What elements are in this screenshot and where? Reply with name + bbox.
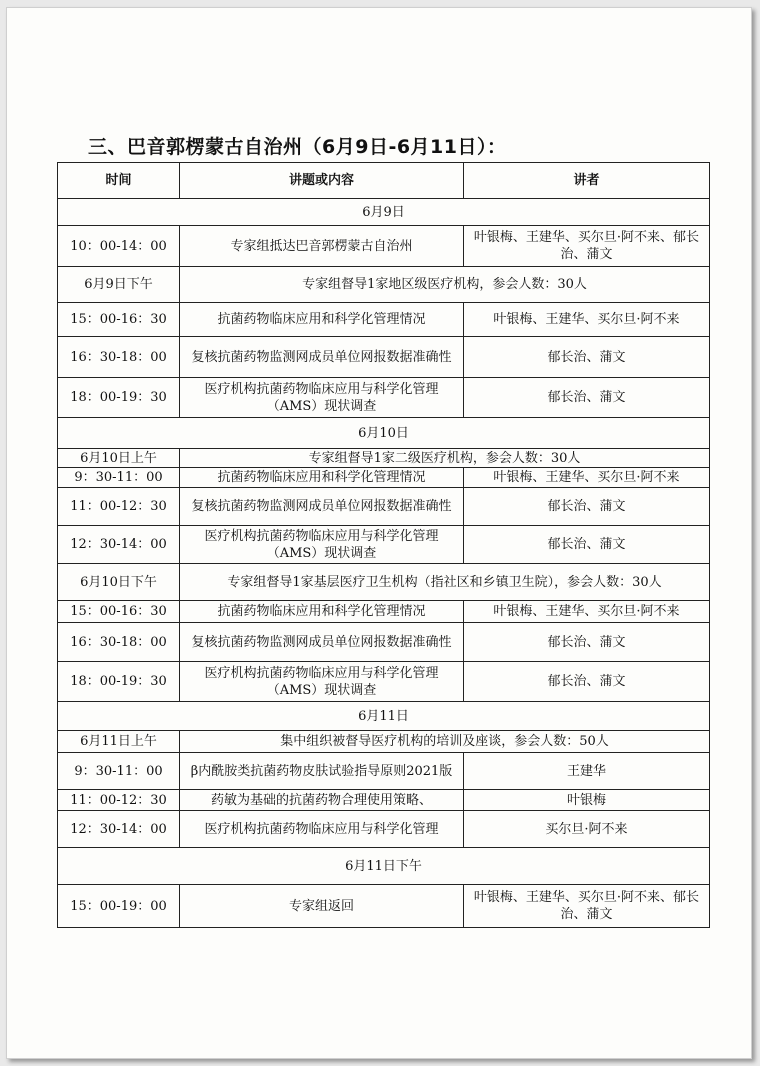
time-cell: 12：30-14：00 <box>58 811 180 848</box>
topic-cell: 复核抗菌药物监测网成员单位网报数据准确性 <box>180 623 464 662</box>
speaker-cell: 叶银梅、王建华、买尔旦·阿不来、郁长治、蒲文 <box>464 226 710 267</box>
day-row <box>58 848 710 885</box>
table-row <box>58 623 710 662</box>
table-row <box>58 378 710 418</box>
speaker-cell: 郁长治、蒲文 <box>464 526 710 564</box>
session-time-cell: 6月10日下午 <box>58 564 180 601</box>
speaker-cell: 郁长治、蒲文 <box>464 337 710 378</box>
table-row <box>58 488 710 526</box>
day-row <box>58 199 710 226</box>
session-time-cell: 6月10日上午 <box>58 449 180 468</box>
section-heading: 三、巴音郭楞蒙古自治州（6月9日-6月11日）： <box>88 136 507 158</box>
time-cell: 11：00-12：30 <box>58 790 180 811</box>
speaker-cell: 买尔旦·阿不来 <box>464 811 710 848</box>
table-row <box>58 337 710 378</box>
topic-cell: 医疗机构抗菌药物临床应用与科学化管理（AMS）现状调查 <box>180 378 464 418</box>
table-row <box>58 303 710 337</box>
table-row <box>58 526 710 564</box>
time-cell: 18：00-19：30 <box>58 662 180 702</box>
speaker-column-header: 讲者 <box>464 163 710 199</box>
table-row <box>58 601 710 623</box>
time-cell: 15：00-19：00 <box>58 885 180 928</box>
topic-cell: 医疗机构抗菌药物临床应用与科学化管理 <box>180 811 464 848</box>
topic-cell: 专家组返回 <box>180 885 464 928</box>
session-row <box>58 564 710 601</box>
time-column-header: 时间 <box>58 163 180 199</box>
topic-cell: β内酰胺类抗菌药物皮肤试验指导原则2021版 <box>180 753 464 790</box>
speaker-cell: 郁长治、蒲文 <box>464 623 710 662</box>
time-cell: 16：30-18：00 <box>58 623 180 662</box>
speaker-cell: 郁长治、蒲文 <box>464 488 710 526</box>
topic-cell: 复核抗菌药物监测网成员单位网报数据准确性 <box>180 488 464 526</box>
session-description: 专家组督导1家二级医疗机构，参会人数：30人 <box>180 449 710 468</box>
topic-column-header: 讲题或内容 <box>180 163 464 199</box>
topic-cell: 抗菌药物临床应用和科学化管理情况 <box>180 468 464 488</box>
speaker-cell: 叶银梅、王建华、买尔旦·阿不来 <box>464 601 710 623</box>
time-cell: 9：30-11：00 <box>58 753 180 790</box>
day-label: 6月11日下午 <box>58 848 710 885</box>
session-time-cell: 6月9日下午 <box>58 267 180 303</box>
time-cell: 11：00-12：30 <box>58 488 180 526</box>
time-cell: 15：00-16：30 <box>58 303 180 337</box>
session-description: 专家组督导1家基层医疗卫生机构（指社区和乡镇卫生院），参会人数：30人 <box>180 564 710 601</box>
topic-cell: 药敏为基础的抗菌药物合理使用策略、 <box>180 790 464 811</box>
session-row <box>58 449 710 468</box>
table-row <box>58 468 710 488</box>
table-row <box>58 662 710 702</box>
topic-cell: 复核抗菌药物监测网成员单位网报数据准确性 <box>180 337 464 378</box>
speaker-cell: 郁长治、蒲文 <box>464 662 710 702</box>
day-row <box>58 702 710 731</box>
time-cell: 16：30-18：00 <box>58 337 180 378</box>
speaker-cell: 叶银梅、王建华、买尔旦·阿不来 <box>464 303 710 337</box>
schedule-table <box>57 162 710 928</box>
time-cell: 9：30-11：00 <box>58 468 180 488</box>
table-row <box>58 790 710 811</box>
day-row <box>58 418 710 449</box>
session-description: 专家组督导1家地区级医疗机构，参会人数：30人 <box>180 267 710 303</box>
session-row <box>58 731 710 753</box>
time-cell: 12：30-14：00 <box>58 526 180 564</box>
day-label: 6月11日 <box>58 702 710 731</box>
topic-cell: 医疗机构抗菌药物临床应用与科学化管理（AMS）现状调查 <box>180 526 464 564</box>
time-cell: 15：00-16：30 <box>58 601 180 623</box>
speaker-cell: 叶银梅、王建华、买尔旦·阿不来、郁长治、蒲文 <box>464 885 710 928</box>
day-label: 6月9日 <box>58 199 710 226</box>
table-row <box>58 226 710 267</box>
day-label: 6月10日 <box>58 418 710 449</box>
header-row <box>58 163 710 199</box>
topic-cell: 医疗机构抗菌药物临床应用与科学化管理（AMS）现状调查 <box>180 662 464 702</box>
speaker-cell: 叶银梅、王建华、买尔旦·阿不来 <box>464 468 710 488</box>
topic-cell: 抗菌药物临床应用和科学化管理情况 <box>180 601 464 623</box>
speaker-cell: 王建华 <box>464 753 710 790</box>
session-row <box>58 267 710 303</box>
session-description: 集中组织被督导医疗机构的培训及座谈，参会人数：50人 <box>180 731 710 753</box>
time-cell: 10：00-14：00 <box>58 226 180 267</box>
table-row <box>58 811 710 848</box>
table-row <box>58 753 710 790</box>
session-time-cell: 6月11日上午 <box>58 731 180 753</box>
speaker-cell: 叶银梅 <box>464 790 710 811</box>
topic-cell: 专家组抵达巴音郭楞蒙古自治州 <box>180 226 464 267</box>
speaker-cell: 郁长治、蒲文 <box>464 378 710 418</box>
topic-cell: 抗菌药物临床应用和科学化管理情况 <box>180 303 464 337</box>
time-cell: 18：00-19：30 <box>58 378 180 418</box>
table-row <box>58 885 710 928</box>
